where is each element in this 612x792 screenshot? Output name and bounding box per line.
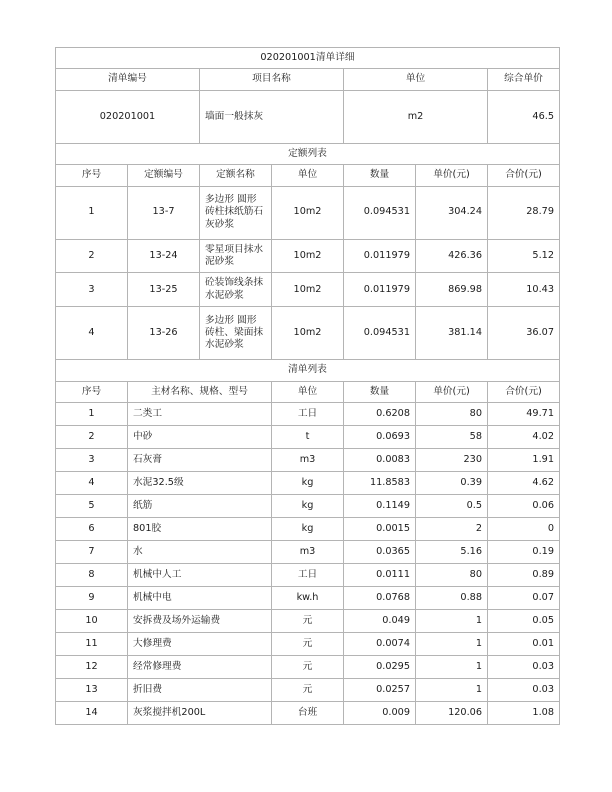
material-qty: 0.0257: [344, 679, 416, 702]
material-total: 4.62: [488, 472, 560, 495]
quota-unit: 10m2: [272, 239, 344, 273]
quota-seq: 1: [56, 186, 128, 239]
table-row: [56, 472, 560, 495]
quota-total: 36.07: [488, 307, 560, 360]
quota-header-code: 定额编号: [128, 165, 200, 186]
material-header-price: 单价(元): [416, 381, 488, 402]
quote-detail-sheet: [55, 47, 560, 725]
material-header-total: 合价(元): [488, 381, 560, 402]
material-qty: 0.6208: [344, 403, 416, 426]
quota-qty: 0.094531: [344, 307, 416, 360]
quota-header-qty: 数量: [344, 165, 416, 186]
material-seq: 14: [56, 702, 128, 725]
quota-seq: 2: [56, 239, 128, 273]
table-row: [56, 273, 560, 307]
material-price: 1: [416, 633, 488, 656]
quota-header-price: 单价(元): [416, 165, 488, 186]
material-unit: 元: [272, 633, 344, 656]
material-total: 0.03: [488, 679, 560, 702]
material-unit: kw.h: [272, 587, 344, 610]
material-total: 0.07: [488, 587, 560, 610]
material-seq: 7: [56, 541, 128, 564]
material-qty: 11.8583: [344, 472, 416, 495]
material-name: 801胶: [128, 518, 272, 541]
material-total: 0.89: [488, 564, 560, 587]
quota-header-row: [56, 165, 560, 186]
material-price: 0.88: [416, 587, 488, 610]
material-total: 0.19: [488, 541, 560, 564]
material-qty: 0.0111: [344, 564, 416, 587]
quota-price: 869.98: [416, 273, 488, 307]
quota-code: 13-25: [128, 273, 200, 307]
material-name: 大修理费: [128, 633, 272, 656]
quota-total: 10.43: [488, 273, 560, 307]
material-unit: 元: [272, 610, 344, 633]
material-unit: m3: [272, 449, 344, 472]
material-unit: 工日: [272, 403, 344, 426]
material-name: 机械中电: [128, 587, 272, 610]
quota-qty: 0.011979: [344, 273, 416, 307]
summary-code: 020201001: [56, 90, 200, 143]
quota-qty: 0.094531: [344, 186, 416, 239]
material-name: 中砂: [128, 426, 272, 449]
table-row: [56, 518, 560, 541]
material-unit: kg: [272, 472, 344, 495]
material-price: 1: [416, 656, 488, 679]
material-name: 二类工: [128, 403, 272, 426]
table-row: [56, 495, 560, 518]
material-seq: 10: [56, 610, 128, 633]
quota-price: 381.14: [416, 307, 488, 360]
material-name: 经常修理费: [128, 656, 272, 679]
quota-seq: 3: [56, 273, 128, 307]
material-name: 折旧费: [128, 679, 272, 702]
summary-header-row: [56, 69, 560, 90]
material-price: 230: [416, 449, 488, 472]
table-row: [56, 186, 560, 239]
quota-header-seq: 序号: [56, 165, 128, 186]
quota-total: 28.79: [488, 186, 560, 239]
detail-table-body: [56, 48, 560, 725]
summary-header-unit-price: 综合单价: [488, 69, 560, 90]
quota-unit: 10m2: [272, 186, 344, 239]
material-seq: 9: [56, 587, 128, 610]
material-price: 80: [416, 564, 488, 587]
material-seq: 2: [56, 426, 128, 449]
material-qty: 0.0768: [344, 587, 416, 610]
quota-header-total: 合价(元): [488, 165, 560, 186]
table-row: [56, 564, 560, 587]
title-row: [56, 48, 560, 69]
quota-name: 砼装饰线条抹水泥砂浆: [200, 273, 272, 307]
material-qty: 0.0074: [344, 633, 416, 656]
material-unit: m3: [272, 541, 344, 564]
quota-qty: 0.011979: [344, 239, 416, 273]
material-price: 1: [416, 610, 488, 633]
material-section-row: [56, 360, 560, 381]
quota-header-name: 定额名称: [200, 165, 272, 186]
material-section-title: 清单列表: [56, 360, 560, 381]
material-unit: kg: [272, 495, 344, 518]
material-seq: 1: [56, 403, 128, 426]
material-qty: 0.1149: [344, 495, 416, 518]
material-seq: 13: [56, 679, 128, 702]
quota-seq: 4: [56, 307, 128, 360]
table-row: [56, 426, 560, 449]
material-unit: 台班: [272, 702, 344, 725]
material-qty: 0.0015: [344, 518, 416, 541]
material-qty: 0.009: [344, 702, 416, 725]
table-row: [56, 633, 560, 656]
material-price: 2: [416, 518, 488, 541]
material-price: 0.5: [416, 495, 488, 518]
material-name: 纸筋: [128, 495, 272, 518]
summary-header-code: 清单编号: [56, 69, 200, 90]
material-header-unit: 单位: [272, 381, 344, 402]
material-name: 灰浆搅拌机200L: [128, 702, 272, 725]
quota-unit: 10m2: [272, 273, 344, 307]
material-header-name: 主材名称、规格、型号: [128, 381, 272, 402]
table-row: [56, 702, 560, 725]
material-seq: 8: [56, 564, 128, 587]
material-name: 水泥32.5级: [128, 472, 272, 495]
material-qty: 0.0693: [344, 426, 416, 449]
material-unit: 元: [272, 656, 344, 679]
summary-unit: m2: [344, 90, 488, 143]
material-total: 0: [488, 518, 560, 541]
material-header-qty: 数量: [344, 381, 416, 402]
material-unit: kg: [272, 518, 344, 541]
quota-name: 多边形 圆形砖柱抹纸筋石灰砂浆: [200, 186, 272, 239]
quota-price: 426.36: [416, 239, 488, 273]
material-price: 1: [416, 679, 488, 702]
material-total: 0.03: [488, 656, 560, 679]
table-row: [56, 656, 560, 679]
quota-unit: 10m2: [272, 307, 344, 360]
material-seq: 11: [56, 633, 128, 656]
quota-section-title: 定额列表: [56, 143, 560, 164]
table-row: [56, 239, 560, 273]
material-unit: 工日: [272, 564, 344, 587]
table-row: [56, 679, 560, 702]
document-title: 020201001清单详细: [56, 48, 560, 69]
material-seq: 3: [56, 449, 128, 472]
quota-header-unit: 单位: [272, 165, 344, 186]
quota-code: 13-26: [128, 307, 200, 360]
material-total: 0.05: [488, 610, 560, 633]
material-price: 58: [416, 426, 488, 449]
table-row: [56, 587, 560, 610]
summary-name: 墙面一般抹灰: [200, 90, 344, 143]
material-price: 5.16: [416, 541, 488, 564]
summary-value-row: [56, 90, 560, 143]
quota-code: 13-24: [128, 239, 200, 273]
material-total: 0.01: [488, 633, 560, 656]
material-name: 机械中人工: [128, 564, 272, 587]
quota-code: 13-7: [128, 186, 200, 239]
material-price: 120.06: [416, 702, 488, 725]
material-total: 1.08: [488, 702, 560, 725]
material-price: 0.39: [416, 472, 488, 495]
material-header-seq: 序号: [56, 381, 128, 402]
quota-price: 304.24: [416, 186, 488, 239]
quota-name: 零星项目抹水泥砂浆: [200, 239, 272, 273]
quota-total: 5.12: [488, 239, 560, 273]
material-qty: 0.0295: [344, 656, 416, 679]
quota-name: 多边形 圆形砖柱、梁面抹水泥砂浆: [200, 307, 272, 360]
material-seq: 5: [56, 495, 128, 518]
detail-table: [55, 47, 560, 725]
material-total: 49.71: [488, 403, 560, 426]
material-total: 1.91: [488, 449, 560, 472]
material-seq: 6: [56, 518, 128, 541]
material-total: 0.06: [488, 495, 560, 518]
summary-header-name: 项目名称: [200, 69, 344, 90]
material-total: 4.02: [488, 426, 560, 449]
material-price: 80: [416, 403, 488, 426]
material-qty: 0.0083: [344, 449, 416, 472]
table-row: [56, 541, 560, 564]
quota-section-row: [56, 143, 560, 164]
table-row: [56, 403, 560, 426]
table-row: [56, 307, 560, 360]
material-name: 水: [128, 541, 272, 564]
material-unit: t: [272, 426, 344, 449]
summary-unit-price: 46.5: [488, 90, 560, 143]
material-qty: 0.049: [344, 610, 416, 633]
summary-header-unit: 单位: [344, 69, 488, 90]
material-qty: 0.0365: [344, 541, 416, 564]
material-header-row: [56, 381, 560, 402]
material-name: 石灰膏: [128, 449, 272, 472]
table-row: [56, 610, 560, 633]
material-seq: 4: [56, 472, 128, 495]
material-name: 安拆费及场外运输费: [128, 610, 272, 633]
material-unit: 元: [272, 679, 344, 702]
table-row: [56, 449, 560, 472]
material-seq: 12: [56, 656, 128, 679]
